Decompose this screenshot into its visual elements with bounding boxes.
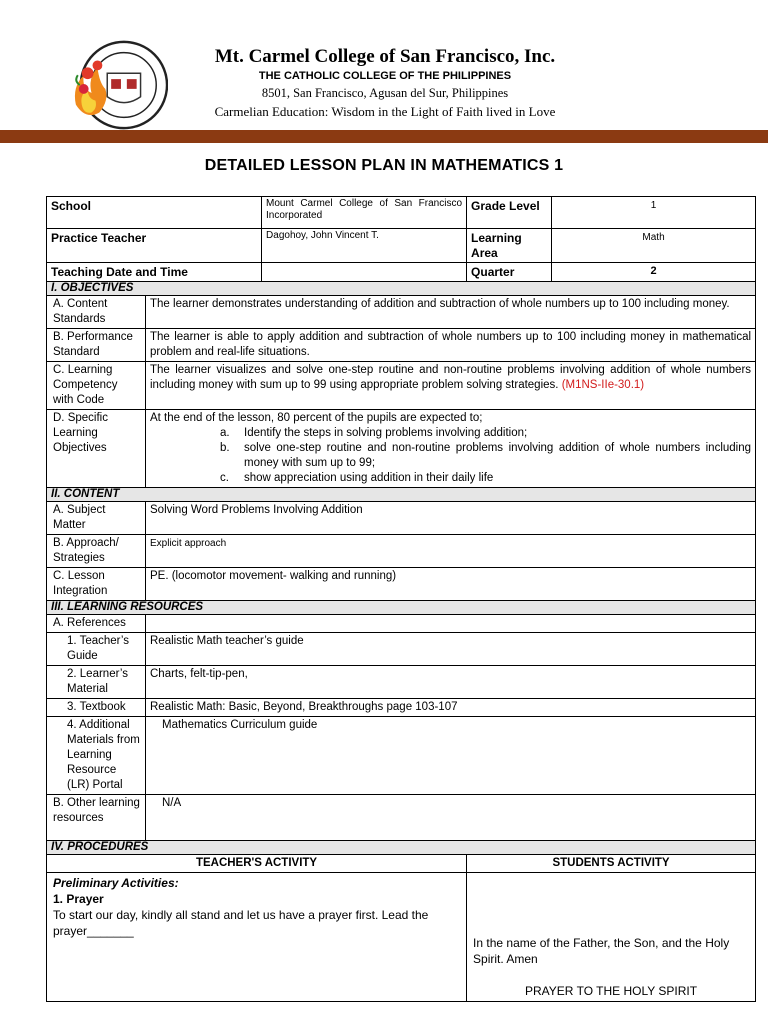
section-objectives: I. OBJECTIVES [47,282,756,296]
practice-teacher-value: Dagohoy, John Vincent T. [262,229,467,263]
other-resources-label: B. Other learning resources [47,795,146,841]
teacher-activity-header: TEACHER'S ACTIVITY [47,855,467,873]
list-item-text: Identify the steps in solving problems involving addition; [244,427,528,439]
list-item [150,471,751,486]
preliminary-activities-heading: Preliminary Activities: [53,876,179,890]
learners-material-value: Charts, felt-tip-pen, [146,666,756,699]
textbook-value: Realistic Math: Basic, Beyond, Breakthroughs page 103-107 [146,699,756,717]
specific-objectives-intro: At the end of the lesson, 80 percent of the pupils are expected to; [150,412,483,424]
list-marker: c. [220,472,229,484]
student-activity-header: STUDENTS ACTIVITY [467,855,756,873]
college-seal-logo [70,36,168,134]
performance-standard-text: The learner is able to apply addition and subtraction of whole numbers up to 100 including money in mathematical problem and real-life situations. [146,329,756,362]
college-subtitle: THE CATHOLIC COLLEGE OF THE PHILIPPINES [258,70,512,82]
teacher-activity-cell [47,873,467,1002]
section-learning-resources: III. LEARNING RESOURCES [47,601,756,615]
list-item [150,441,751,471]
student-activity-cell [467,873,756,1002]
content-standards-text: The learner demonstrates understanding of addition and subtraction of whole numbers up to 100 including money. [146,296,756,329]
learners-material-label: 2. Learner’s Material [47,666,146,699]
college-address: 8501, San Francisco, Agusan del Sur, Philippines [261,86,509,100]
learning-competency-cell [146,362,756,410]
learning-area-value: Math [552,229,756,263]
approach-value: Explicit approach [146,535,756,568]
school-label: School [47,197,262,229]
quarter-label: Quarter [467,263,552,282]
list-item-text: show appreciation using addition in their daily life [244,472,494,484]
textbook-label: 3. Textbook [47,699,146,717]
learning-competency-text: The learner visualizes and solve one-step routine and non-routine problems involving addition of whole numbers including money with sum up to 99 using appropriate problem solving strategies. [150,364,752,391]
teachers-guide-value: Realistic Math teacher’s guide [146,633,756,666]
college-name: Mt. Carmel College of San Francisco, Inc. [214,46,556,67]
practice-teacher-label: Practice Teacher [47,229,262,263]
teaching-date-label: Teaching Date and Time [47,263,262,282]
learning-area-label: Learning Area [467,229,552,263]
prayer-heading: 1. Prayer [53,892,104,906]
additional-materials-value: Mathematics Curriculum guide [146,717,756,795]
lesson-plan-table [46,196,756,1002]
specific-objectives-label: D. Specific Learning Objectives [47,410,146,488]
lesson-integration-value: PE. (locomotor movement- walking and running) [146,568,756,601]
list-marker: b. [220,442,230,454]
specific-objectives-list [150,426,751,486]
approach-label: B. Approach/ Strategies [47,535,146,568]
header-divider-bar [0,130,768,143]
competency-code: (M1NS-IIe-30.1) [561,379,645,391]
section-content: II. CONTENT [47,488,756,502]
learning-competency-label: C. Learning Competency with Code [47,362,146,410]
list-marker: a. [220,427,230,439]
subject-matter-label: A. Subject Matter [47,502,146,535]
list-item-text: solve one-step routine and non-routine problems involving addition of whole numbers including money with sum up to 99; [244,442,752,469]
school-value: Mount Carmel College of San Francisco Incorporated [262,197,467,229]
references-value [146,615,756,633]
teachers-guide-label: 1. Teacher’s Guide [47,633,146,666]
letterhead [0,0,768,150]
student-prayer-title: PRAYER TO THE HOLY SPIRIT [525,984,698,998]
specific-objectives-cell [146,410,756,488]
prayer-instruction: To start our day, kindly all stand and let us have a prayer first. Lead the prayer_______ [53,908,429,938]
references-label: A. References [47,615,146,633]
subject-matter-value: Solving Word Problems Involving Addition [146,502,756,535]
grade-level-label: Grade Level [467,197,552,229]
student-reply: In the name of the Father, the Son, and the Holy Spirit. Amen [473,936,730,966]
performance-standard-label: B. Performance Standard [47,329,146,362]
other-resources-value: N/A [146,795,756,841]
list-item [150,426,751,441]
document-title: DETAILED LESSON PLAN IN MATHEMATICS 1 [204,157,564,174]
teaching-date-value [262,263,467,282]
quarter-value: 2 [552,263,756,282]
content-standards-label: A. Content Standards [47,296,146,329]
lesson-integration-label: C. Lesson Integration [47,568,146,601]
college-motto: Carmelian Education: Wisdom in the Light of Faith lived in Love [214,104,556,119]
grade-level-value: 1 [552,197,756,229]
section-procedures: IV. PROCEDURES [47,841,756,855]
additional-materials-label: 4. Additional Materials from Learning Resource (LR) Portal [47,717,146,795]
